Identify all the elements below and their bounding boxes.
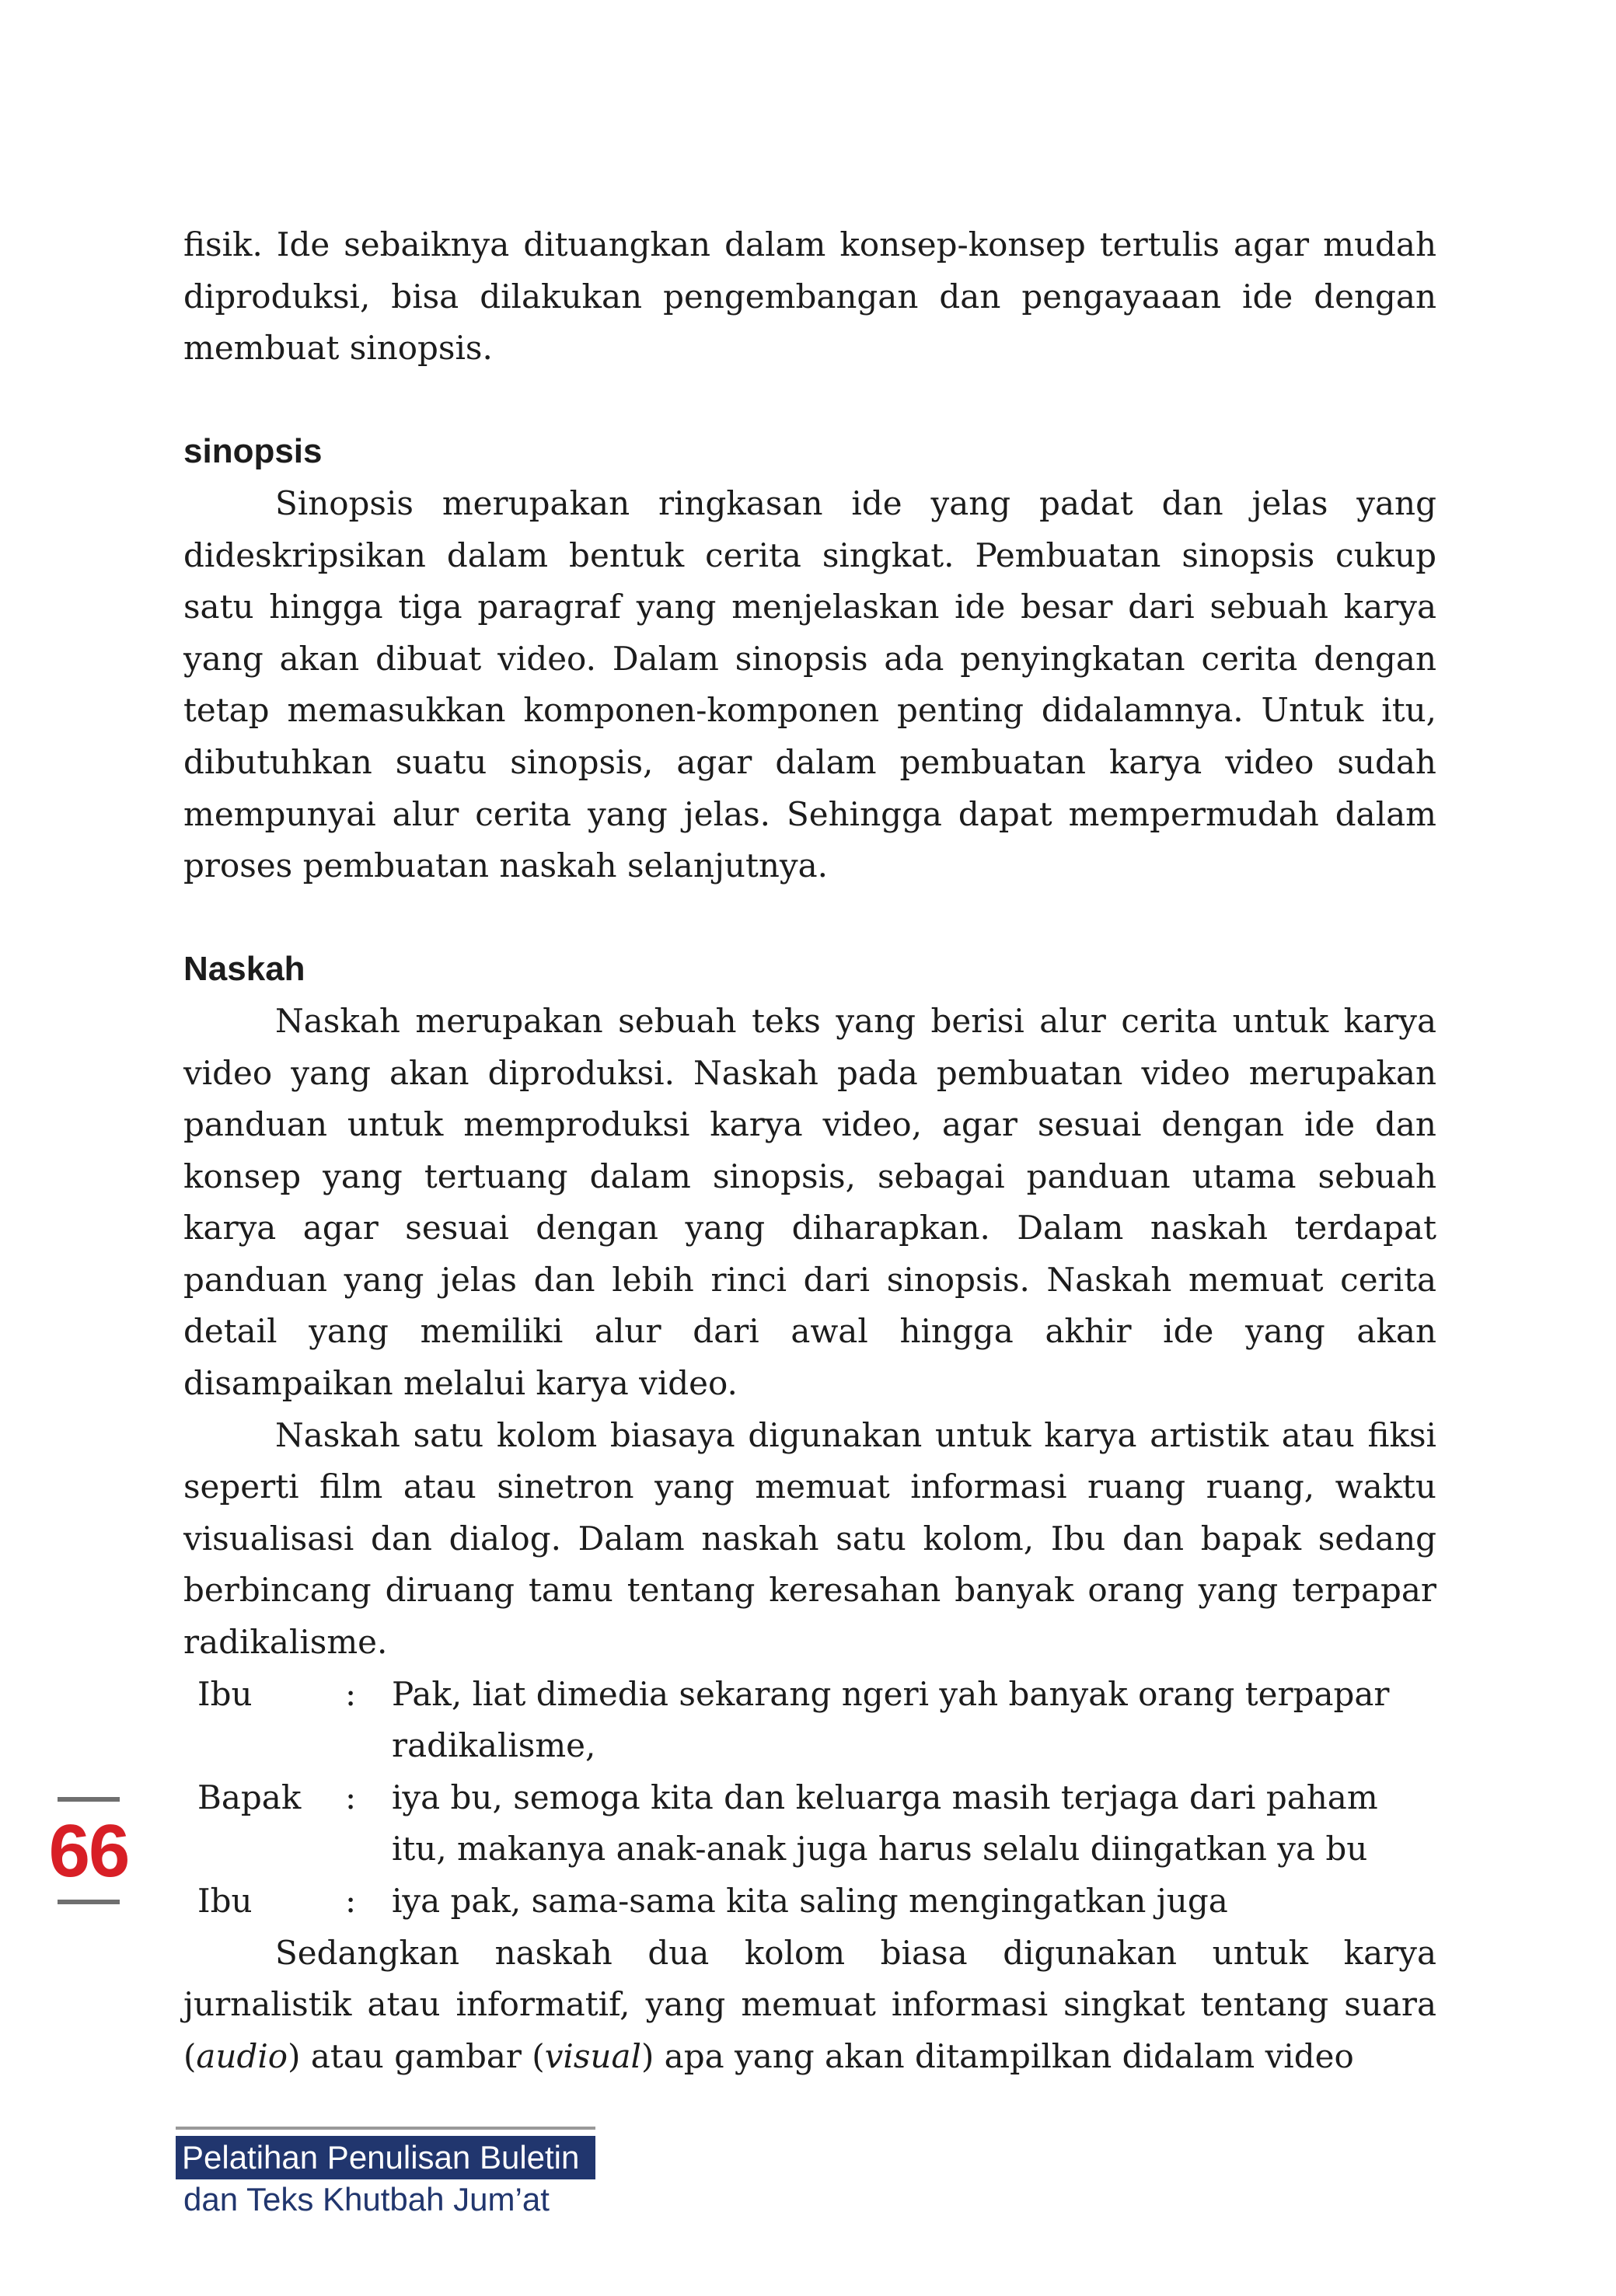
dialogue-speaker: Ibu xyxy=(197,1674,253,1713)
dialogue-speaker: Bapak xyxy=(197,1778,302,1816)
dialogue-block xyxy=(183,1669,1436,1928)
para3-text-2: ) atau gambar ( xyxy=(288,2036,545,2075)
naskah-paragraph-1: Naskah merupakan sebuah teks yang berisi alur cerita untuk karya video yang akan diproduksi. Naskah pada pembuatan video merupakan panduan untuk memproduksi karya video, agar sesuai dengan ide dan konsep yang tertuang dalam sinopsis, sebagai panduan utama sebuah karya agar sesuai dengan yang diharapkan. Dalam naskah terdapat panduan yang jelas dan lebih rinci dari sinopsis. Naskah memuat cerita detail yang memiliki alur dari awal hingga akhir ide yang akan disampaikan melalui karya video. xyxy=(183,1001,1436,1403)
naskah-heading: Naskah xyxy=(183,950,305,989)
dialogue-colon: : xyxy=(345,1778,357,1816)
dialogue-text: Pak, liat dimedia sekarang ngeri yah banyak orang terpapar radikalisme, xyxy=(392,1674,1390,1765)
dialogue-colon: : xyxy=(345,1674,357,1713)
audio-term: audio xyxy=(196,2036,288,2075)
naskah-paragraph-2: Naskah satu kolom biasaya digunakan untuk karya artistik atau fiksi seperti film atau sinetron yang memuat informasi ruang ruang, waktu visualisasi dan dialog. Dalam naskah satu kolom, Ibu dan bapak sedang berbincang diruang tamu tentang keresahan banyak orang yang terpapar radikalisme. xyxy=(183,1415,1436,1662)
page-number-block xyxy=(42,1797,135,1906)
page-number: 66 xyxy=(48,1809,129,1893)
dialogue-line xyxy=(183,1669,1436,1772)
footer-title-line-1: Pelatihan Penulisan Buletin xyxy=(176,2136,595,2179)
intro-paragraph: fisik. Ide sebaiknya dituangkan dalam konsep-konsep tertulis agar mudah diproduksi, bisa dilakukan pengembangan dan pengayaaan ide dengan membuat sinopsis. xyxy=(183,225,1436,368)
book-title-footer xyxy=(176,2127,595,2220)
dialogue-colon: : xyxy=(345,1882,357,1920)
sinopsis-paragraph: Sinopsis merupakan ringkasan ide yang padat dan jelas yang dideskripsikan dalam bentuk cerita singkat. Pembuatan sinopsis cukup satu hingga tiga paragraf yang menjelaskan ide besar dari sebuah karya yang akan dibuat video. Dalam sinopsis ada penyingkatan cerita dengan tetap memasukkan komponen-komponen penting didalamnya. Untuk itu, dibutuhkan suatu sinopsis, agar dalam pembuatan karya video sudah mempunyai alur cerita yang jelas. Sehingga dapat mempermudah dalam proses pembuatan naskah selanjutnya. xyxy=(183,483,1436,885)
naskah-paragraph-3 xyxy=(183,1928,1436,2083)
dialogue-text: iya bu, semoga kita dan keluarga masih terjaga dari paham itu, makanya anak-anak juga harus selalu diingatkan ya bu xyxy=(392,1778,1378,1869)
footer-rule xyxy=(176,2127,595,2130)
visual-term: visual xyxy=(544,2036,641,2075)
para3-text-1: Sedangkan naskah dua kolom biasa digunakan untuk karya jurnalistik atau informatif, yang memuat informasi singkat tentang suara ( xyxy=(183,1933,1436,2075)
sinopsis-heading: sinopsis xyxy=(183,432,323,471)
page-number-bottom-bar xyxy=(58,1900,120,1904)
para3-text-3: ) apa yang akan ditampilkan didalam video xyxy=(640,2036,1354,2075)
dialogue-speaker: Ibu xyxy=(197,1882,253,1920)
page-content xyxy=(183,219,1436,2082)
page-number-top-bar xyxy=(58,1797,120,1802)
dialogue-line xyxy=(183,1876,1436,1928)
footer-title-line-2: dan Teks Khutbah Jum’at xyxy=(183,2181,550,2217)
dialogue-text: iya pak, sama-sama kita saling mengingatkan juga xyxy=(392,1882,1228,1920)
dialogue-line xyxy=(183,1772,1436,1876)
